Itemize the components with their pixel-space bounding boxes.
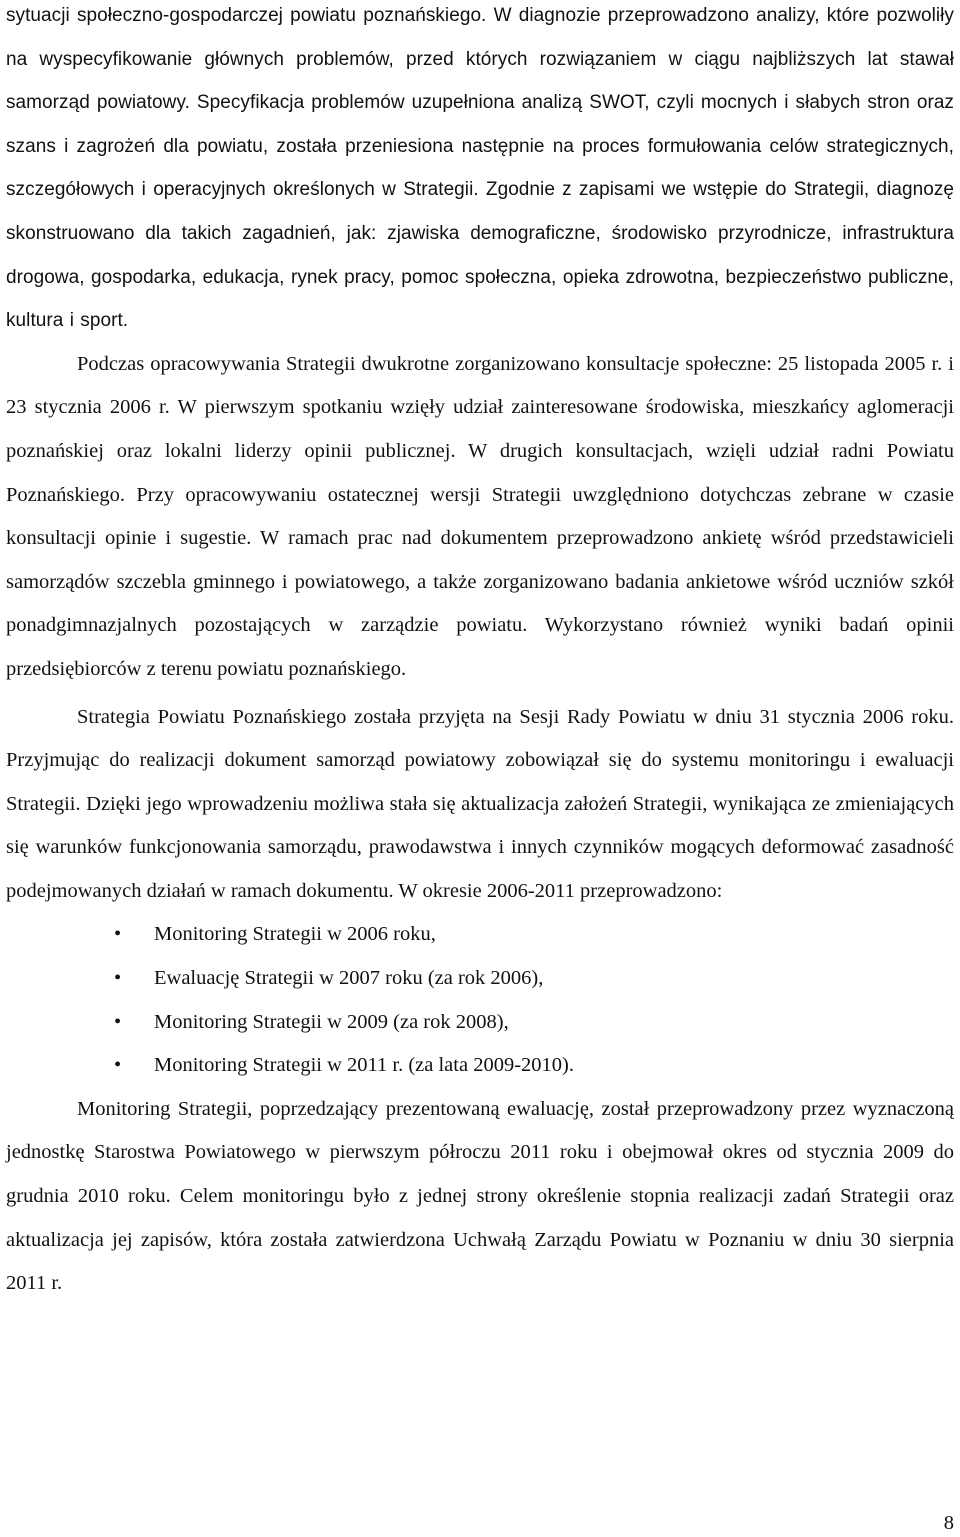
bullet-icon: • (114, 967, 122, 990)
list-item-text: Monitoring Strategii w 2006 roku, (154, 923, 436, 946)
evaluation-list (6, 913, 954, 1087)
paragraph-strategy-adoption: Strategia Powiatu Poznańskiego została przyjęta na Sesji Rady Powiatu w dniu 31 stycznia 2006 roku. Przyjmując do realizacji dokument samorząd powiatowy zobowiązał się do systemu monitoringu i ewaluacji Strategii. Dzięki jego wprowadzeniu możliwa stała się aktualizacja założeń Strategii, wynikająca ze zmieniających się warunków funkcjonowania samorządu, prawodawstwa i innych czynników mogących deformować zasadność podejmowanych działań w ramach dokumentu. W okresie 2006-2011 przeprowadzono: (6, 705, 954, 902)
bullet-icon: • (114, 923, 122, 946)
paragraph-monitoring: Monitoring Strategii, poprzedzający prezentowaną ewaluację, został przeprowadzony przez wyznaczoną jednostkę Starostwa Powiatowego w pierwszym półroczu 2011 roku i obejmował okres od stycznia 2009 do grudnia 2010 roku. Celem monitoringu było z jednej strony określenie stopnia realizacji zadań Strategii oraz aktualizacja jej zapisów, która została zatwierdzona Uchwałą Zarządu Powiatu w Poznaniu w dniu 30 sierpnia 2011 r. (6, 1097, 954, 1295)
document-page (6, 0, 954, 1306)
bullet-icon: • (114, 1054, 122, 1077)
page-number: 8 (943, 1512, 954, 1534)
list-item (6, 957, 954, 1001)
paragraph-consultations: Podczas opracowywania Strategii dwukrotne zorganizowano konsultacje społeczne: 25 listopada 2005 r. i 23 stycznia 2006 r. W pierwszym spotkaniu wzięły udział zainteresowane środowiska, mieszkańcy aglomeracji poznańskiej oraz lokalni liderzy opinii publicznej. W drugich konsultacjach, wzięli udział radni Powiatu Poznańskiego. Przy opracowywaniu ostatecznej wersji Strategii uwzględniono dotychczas zebrane w czasie konsultacji opinie i sugestie. W ramach prac nad dokumentem przeprowadzono ankietę wśród przedstawicieli samorządów szczebla gminnego i powiatowego, a także zorganizowano badania ankietowe wśród uczniów szkół ponadgimnazjalnych pozostających w zarządzie powiatu. Wykorzystano również wyniki badań opinii przedsiębiorców z terenu powiatu poznańskiego. (6, 352, 954, 680)
bullet-icon: • (114, 1010, 122, 1033)
paragraph-diagnosis: sytuacji społeczno-gospodarczej powiatu poznańskiego. W diagnozie przeprowadzono analizy, które pozwoliły na wyspecyfikowanie głównych problemów, przed których rozwiązaniem w ciągu najbliższych lat stawał samorząd powiatowy. Specyfikacja problemów uzupełniona analizą SWOT, czyli mocnych i słabych stron oraz szans i zagrożeń dla powiatu, została przeniesiona następnie na proces formułowania celów strategicznych, szczegółowych i operacyjnych określonych w Strategii. Zgodnie z zapisami we wstępie do Strategii, diagnozę skonstruowano dla takich zagadnień, jak: zjawiska demograficzne, środowisko przyrodnicze, infrastruktura drogowa, gospodarka, edukacja, rynek pracy, pomoc społeczna, opieka zdrowotna, bezpieczeństwo publiczne, kultura i sport. (6, 5, 954, 332)
list-item (6, 1044, 954, 1088)
list-item-text: Ewaluację Strategii w 2007 roku (za rok 2006), (154, 967, 544, 990)
list-item-text: Monitoring Strategii w 2011 r. (za lata 2009-2010). (154, 1054, 574, 1077)
list-item (6, 1001, 954, 1045)
list-item (6, 913, 954, 957)
list-item-text: Monitoring Strategii w 2009 (za rok 2008), (154, 1010, 509, 1033)
